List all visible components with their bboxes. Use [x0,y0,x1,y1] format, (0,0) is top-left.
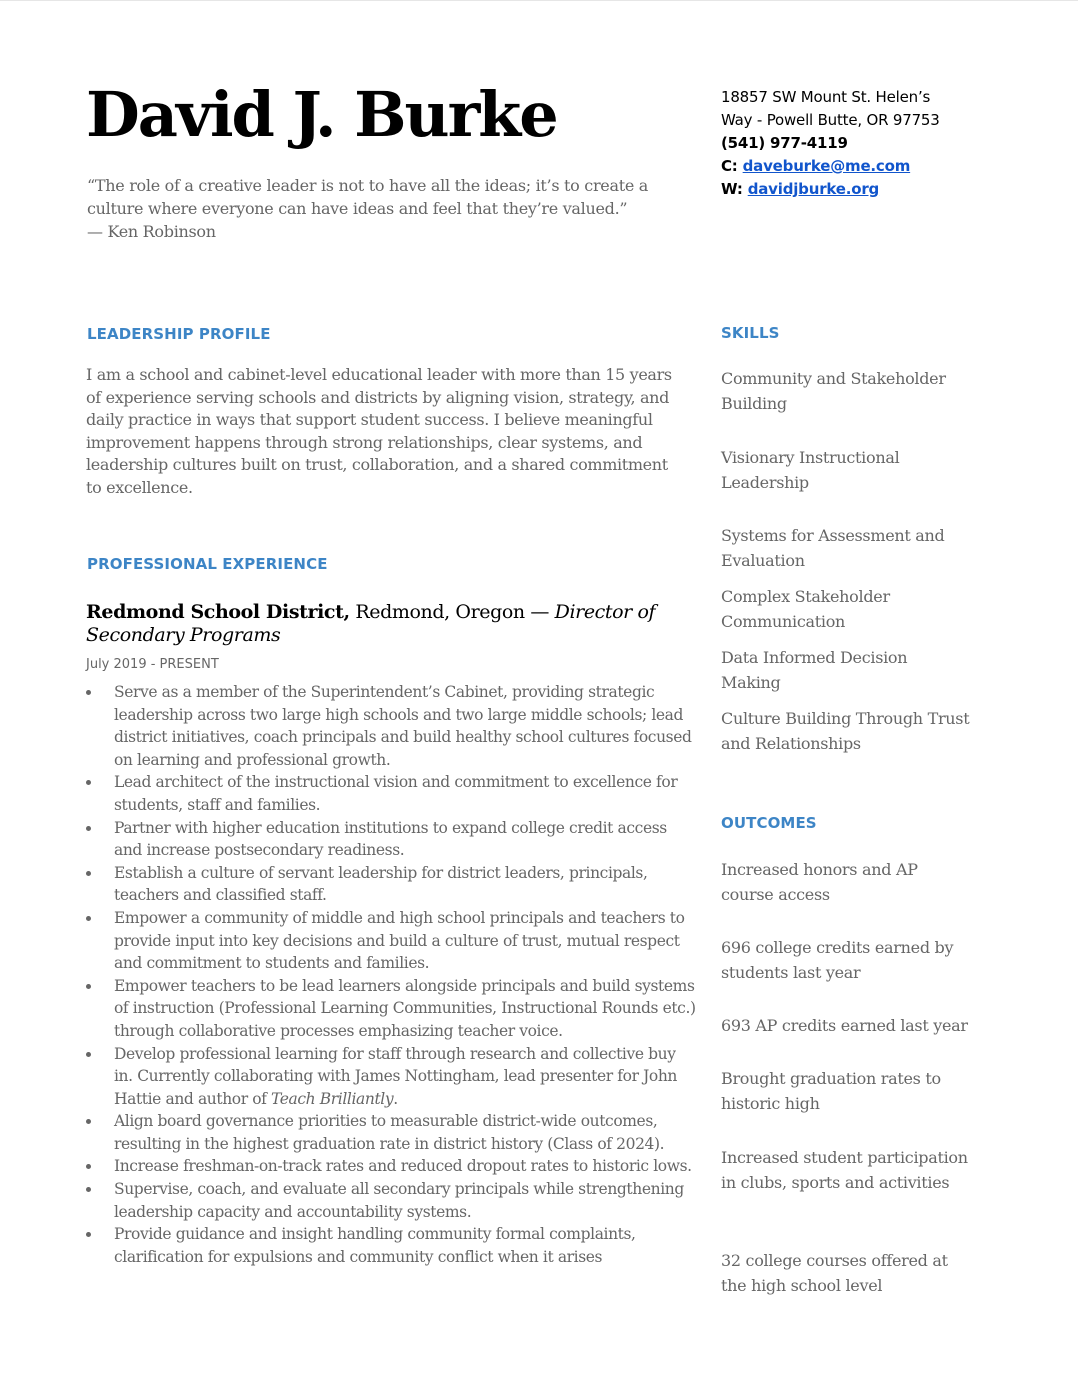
job-role: Director of Secondary Programs [86,601,656,646]
bullet-dot [86,916,91,921]
outcome-item: 32 college courses offered at the high school level [721,1251,948,1295]
leadership-profile-heading: LEADERSHIP PROFILE [87,325,271,343]
job-responsibilities [86,681,696,1268]
list-item: Increase freshman-on-track rates and reduced dropout rates to historic lows. [86,1155,696,1178]
quote-line-2: culture where everyone can have ideas and feel that they’re valued.” [87,199,628,218]
bullet-dot [86,1119,91,1124]
experience-heading: PROFESSIONAL EXPERIENCE [87,555,328,573]
header-quote [87,174,667,243]
job-organization: Redmond School District, [86,601,350,623]
email-link[interactable]: daveburke@me.com [742,157,911,175]
bullet-dot [86,780,91,785]
list-item: Empower teachers to be lead learners alongside principals and build systems of instruction (Professional Learning Communities, Instructional Rounds etc.) through collaborative processes emphasizing teacher voice. [86,975,696,1043]
address-line-1: 18857 SW Mount St. Helen’s [721,88,931,106]
bullet-dot [86,690,91,695]
skill-item: Visionary Instructional Leadership [721,448,900,492]
phone-number: (541) 977-4119 [721,134,848,152]
list-item: Provide guidance and insight handling community formal complaints, clarification for expulsions and community conflict when it arises [86,1223,696,1268]
candidate-name: David J. Burke [86,78,557,151]
list-item: Supervise, coach, and evaluate all secondary principals while strengthening leadership capacity and accountability systems. [86,1178,696,1223]
outcome-item: 696 college credits earned by students last year [721,938,954,982]
quote-line-1: “The role of a creative leader is not to have all the ideas; it’s to create a [87,176,649,195]
bullet-dot [86,1052,91,1057]
bullet-dot [86,1164,91,1169]
list-item: Align board governance priorities to measurable district-wide outcomes, resulting in the highest graduation rate in district history (Class of 2024). [86,1110,696,1155]
page-top-border [0,0,1078,1]
list-item: Develop professional learning for staff through research and collective buy in. Currently collaborating with James Nottingham, lead presenter for John Hattie and author of Teach Brilliantly. [86,1043,696,1111]
list-item: Partner with higher education institutions to expand college credit access and increase postsecondary readiness. [86,817,696,862]
job-dates: July 2019 - PRESENT [86,657,219,672]
bullet-dot [86,871,91,876]
bullet-dot [86,1187,91,1192]
email-label: C: [721,157,738,175]
outcome-item: Increased honors and AP course access [721,860,918,904]
bullet-dot [86,826,91,831]
list-item: Lead architect of the instructional vision and commitment to excellence for students, staff and families. [86,771,696,816]
address-line-2: Way - Powell Butte, OR 97753 [721,111,940,129]
skill-item: Culture Building Through Trust and Relationships [721,709,970,753]
job-title [86,601,686,647]
list-item: Serve as a member of the Superintendent’s Cabinet, providing strategic leadership across two large high schools and two large middle schools; lead district initiatives, coach principals and build healthy school cultures focused on learning and professional growth. [86,681,696,771]
job-location: Redmond, Oregon — [349,601,555,623]
leadership-profile-text: I am a school and cabinet-level educational leader with more than 15 years of experience serving schools and districts by aligning vision, strategy, and daily practice in ways that support student success. I believe meaningful improvement happens through strong relationships, clear systems, and leadership cultures built on trust, collaboration, and a shared commitment to excellence. [86,365,672,497]
list-item: Establish a culture of servant leadership for district leaders, principals, teachers and classified staff. [86,862,696,907]
outcome-item: Increased student participation in clubs, sports and activities [721,1148,968,1192]
website-row [721,178,981,201]
bullet-dot [86,1232,91,1237]
bullet-dot [86,984,91,989]
email-row [721,155,981,178]
skill-item: Community and Stakeholder Building [721,369,946,413]
skill-item: Data Informed Decision Making [721,648,908,692]
contact-block [721,86,981,201]
skill-item: Systems for Assessment and Evaluation [721,526,945,570]
outcome-item: 693 AP credits earned last year [721,1016,968,1035]
list-item: Empower a community of middle and high school principals and teachers to provide input into key decisions and build a culture of trust, mutual respect and commitment to students and families. [86,907,696,975]
outcome-item: Brought graduation rates to historic high [721,1069,941,1113]
website-link[interactable]: davidjburke.org [747,180,880,198]
quote-attribution: — Ken Robinson [87,222,216,241]
website-label: W: [721,180,743,198]
book-title: Teach Brilliantly [271,1089,394,1108]
skill-item: Complex Stakeholder Communication [721,587,890,631]
outcomes-heading: OUTCOMES [721,814,817,832]
skills-heading: SKILLS [721,324,780,342]
